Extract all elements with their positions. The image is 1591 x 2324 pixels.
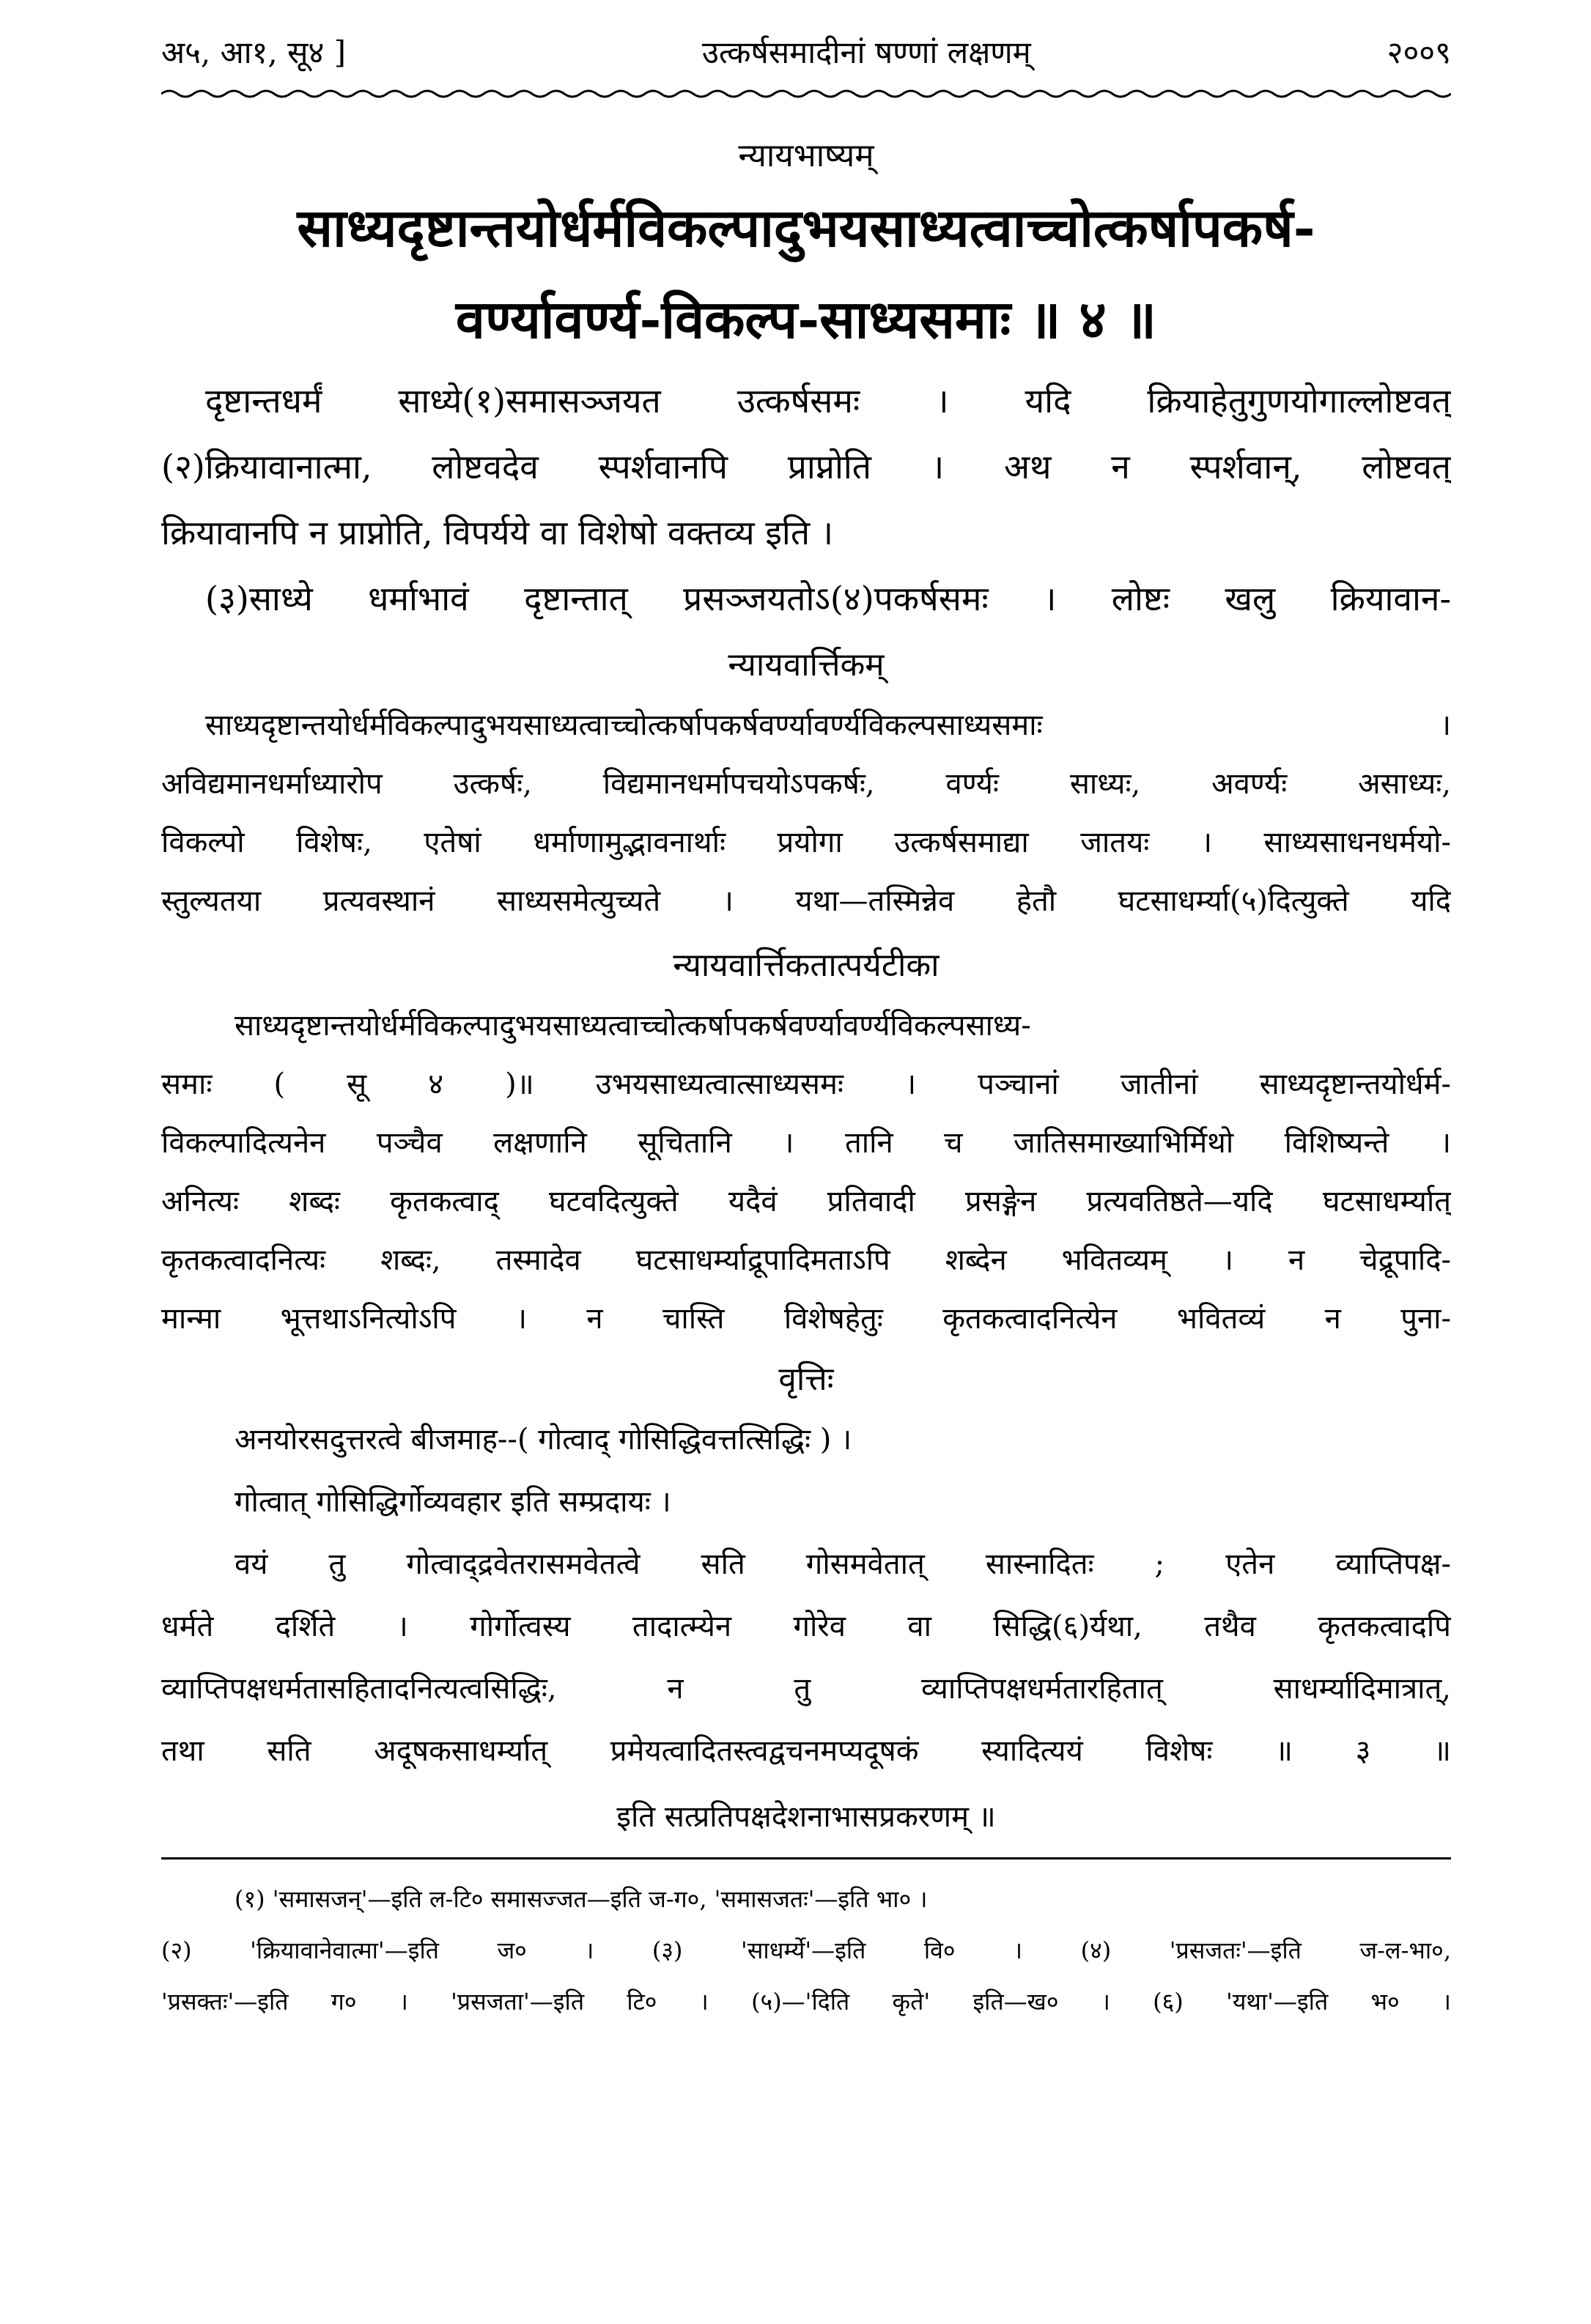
- tika-line-2: समाः ( सू ४ )॥ उभयसाध्यत्वात्साध्यसमः । पञ्चानां जातीनां साध्यदृष्टान्तयोर्धर्म-: [161, 1067, 1451, 1101]
- bhashya-line-2: (२)क्रियावानात्मा, लोष्टवदेव स्पर्शवानपि प्राप्नोति । अथ न स्पर्शवान्, लोष्टवत्: [161, 447, 1451, 486]
- bhashya-line-3: क्रियावानपि न प्राप्नोति, विपर्यये वा विशेषो वक्तव्य इति ।: [161, 513, 834, 552]
- vartika-line-4: स्तुल्यतया प्रत्यवस्थानं साध्यसमेत्युच्यते । यथा—तस्मिन्नेव हेतौ घटसाधर्म्या(५)दित्युक्ते यदि: [161, 884, 1451, 918]
- header-page-number: २००९: [1387, 34, 1451, 70]
- vritti-line-6: तथा सति अदूषकसाधर्म्यात् प्रमेयत्वादितस्त्वद्वचनमप्यदूषकं स्यादित्ययं विशेषः ॥ ३ ॥: [161, 1734, 1451, 1768]
- header-chapter-ref: अ५, आ१, सू४ ]: [161, 34, 347, 70]
- sutra-line-1: साध्यदृष्टान्तयोर्धर्मविकल्पादुभयसाध्यत्वाच्चोत्कर्षापकर्ष-: [297, 196, 1315, 259]
- header-title: उत्कर्षसमादीनां षण्णां लक्षणम्: [701, 34, 1031, 70]
- footnote-rule: [161, 1857, 1451, 1859]
- nyayavartika-heading: न्यायवार्त्तिकम्: [728, 646, 885, 684]
- nyayabhashya-heading: न्यायभाष्यम्: [738, 137, 874, 174]
- tika-line-6: मान्मा भूत्तथाऽनित्योऽपि । न चास्ति विशेषहेतुः कृतकत्वादनित्येन भवितव्यं न पुना-: [161, 1302, 1451, 1336]
- vritti-line-1: अनयोरसदुत्तरत्वे बीजमाह--( गोत्वाद् गोसिद्धिवत्तत्सिद्धिः ) ।: [235, 1423, 852, 1457]
- vritti-heading: वृत्तिः: [778, 1361, 834, 1398]
- running-header: [161, 29, 1451, 73]
- vartika-line-1: साध्यदृष्टान्तयोर्धर्मविकल्पादुभयसाध्यत्वाच्चोत्कर्षापकर्षवर्ण्यावर्ण्यविकल्पसाध्यसमाः ।: [205, 708, 1451, 742]
- tatparyatika-heading: न्यायवार्त्तिकतात्पर्यटीका: [673, 947, 940, 984]
- tika-line-1: साध्यदृष्टान्तयोर्धर्मविकल्पादुभयसाध्यत्वाच्चोत्कर्षापकर्षवर्ण्यावर्ण्यविकल्पसाध्य-: [235, 1009, 1031, 1043]
- footnote-line-1: (१) 'समासजन्'—इति ल-टि० समासज्जत—इति ज-ग०, 'समासजतः'—इति भा० ।: [235, 1885, 928, 1913]
- vritti-closing: इति सत्प्रतिपक्षदेशनाभासप्रकरणम् ॥: [616, 1800, 996, 1834]
- vartika-line-2: अविद्यमानधर्माध्यारोप उत्कर्षः, विद्यमानधर्मापचयोऽपकर्षः, वर्ण्यः साध्यः, अवर्ण्यः असाध्यः,: [161, 767, 1451, 801]
- footnote-line-2: (२) 'क्रियावानेवात्मा'—इति ज० । (३) 'साधर्म्ये'—इति वि० । (४) 'प्रसजतः'—इति ज-ल-भा०,: [161, 1936, 1451, 1964]
- sutra-line-2: वर्ण्यावर्ण्य-विकल्प-साध्यसमाः ॥ ४ ॥: [455, 288, 1157, 350]
- tika-line-4: अनित्यः शब्दः कृतकत्वाद् घटवदित्युक्ते यदैवं प्रतिवादी प्रसङ्गेन प्रत्यवतिष्ठते—यदि घटसाधर्म्यात्: [161, 1185, 1451, 1218]
- vartika-line-3: विकल्पो विशेषः, एतेषां धर्माणामुद्भावनार्थाः प्रयोगा उत्कर्षसमाद्या जातयः । साध्यसाधनधर्मयो-: [161, 826, 1451, 859]
- header-wavy-rule: [161, 86, 1451, 101]
- vritti-line-5: व्याप्तिपक्षधर्मतासहितादनित्यत्वसिद्धिः, न तु व्याप्तिपक्षधर्मतारहितात् साधर्म्यादिमात्रात्,: [161, 1672, 1451, 1706]
- footnote-line-3: 'प्रसक्तः'—इति ग० । 'प्रसजता'—इति टि० । (५)—'दिति कृते' इति—ख० । (६) 'यथा'—इति भ० ।: [161, 1988, 1451, 2016]
- tika-line-5: कृतकत्वादनित्यः शब्दः, तस्मादेव घटसाधर्म्याद्रूपादिमताऽपि शब्देन भवितव्यम् । न चेद्रूपादि-: [161, 1243, 1451, 1277]
- vritti-line-3: वयं तु गोत्वाद्द्रवेतरासमवेतत्वे सति गोसमवेतात् सास्नादितः ; एतेन व्याप्तिपक्ष-: [235, 1547, 1451, 1581]
- vritti-line-2: गोत्वात् गोसिद्धिर्गोव्यवहार इति सम्प्रदायः ।: [235, 1485, 671, 1519]
- bhashya-line-4: (३)साध्ये धर्माभावं दृष्टान्तात् प्रसञ्जयतोऽ(४)पकर्षसमः । लोष्टः खलु क्रियावान-: [205, 579, 1451, 618]
- tika-line-3: विकल्पादित्यनेन पञ्चैव लक्षणानि सूचितानि । तानि च जातिसमाख्याभिर्मिथो विशिष्यन्ते ।: [161, 1126, 1451, 1160]
- bhashya-line-1: दृष्टान्तधर्मं साध्ये(१)समासञ्जयत उत्कर्षसमः । यदि क्रियाहेतुगुणयोगाल्लोष्टवत्: [205, 381, 1451, 421]
- vritti-line-4: धर्मते दर्शिते । गोर्गोत्वस्य तादात्म्येन गोरेव वा सिद्धि(६)र्यथा, तथैव कृतकत्वादपि: [161, 1610, 1451, 1643]
